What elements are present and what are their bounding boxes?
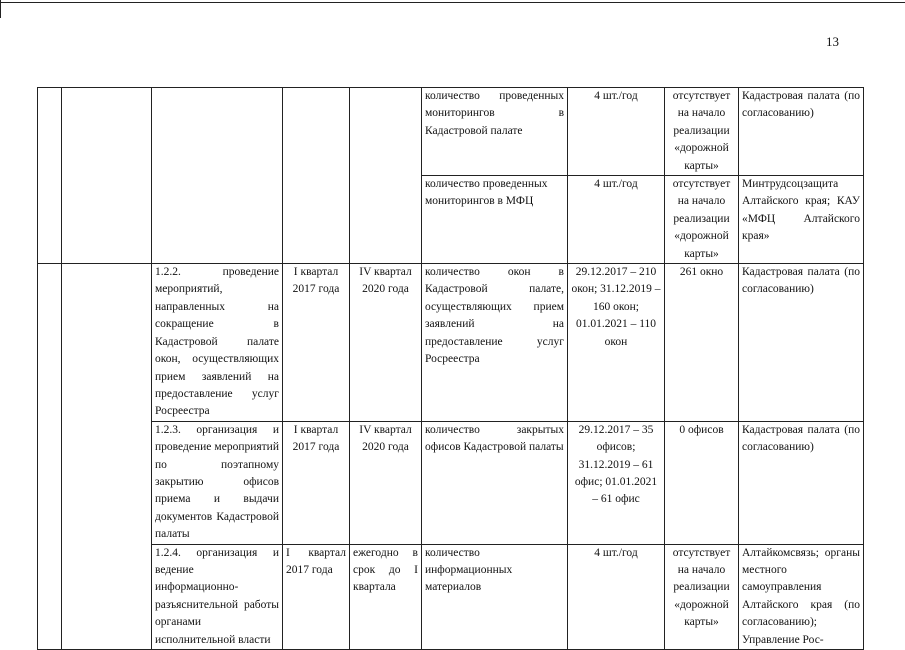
start-cell	[283, 88, 350, 264]
base-cell: 0 офисов	[665, 421, 739, 544]
page-left-edge	[0, 0, 1, 18]
target-cell: 4 шт./год	[568, 176, 665, 264]
page-number: 13	[826, 34, 839, 49]
start-cell: I квартал 2017 года	[283, 421, 350, 544]
measure-cell	[152, 88, 283, 264]
target-cell: 29.12.2017 – 35 офисов; 31.12.2019 – 61 офис; 01.01.2021 – 61 офис	[568, 421, 665, 544]
indicator-cell: количество информационных материалов	[422, 544, 568, 649]
responsible-cell: Кадастровая палата (по согласованию)	[739, 264, 864, 422]
section-cell	[62, 264, 152, 650]
responsible-cell: Минтрудсоцзащита Алтайского края; КАУ «МФЦ Алтайского края»	[739, 176, 864, 264]
number-cell	[38, 264, 62, 650]
indicator-cell: количество закрытых офисов Кадастровой палаты	[422, 421, 568, 544]
measure-cell: 1.2.4. организация и ведение информационно-разъяснительной работы органами исполнительной власти	[152, 544, 283, 649]
responsible-cell: Кадастровая палата (по согласованию)	[739, 421, 864, 544]
target-cell: 4 шт./год	[568, 88, 665, 176]
responsible-cell: Кадастровая палата (по согласованию)	[739, 88, 864, 176]
measure-cell: 1.2.2. проведение мероприятий, направленных на сокращение в Кадастровой палате окон, осуществляющих прием заявлений на предоставление услуг Росреестра	[152, 264, 283, 422]
base-cell: отсутствует на начало реализации «дорожной карты»	[665, 544, 739, 649]
base-cell: отсутствует на начало реализации «дорожной карты»	[665, 88, 739, 176]
start-cell: I квартал 2017 года	[283, 544, 350, 649]
table-row	[38, 544, 864, 649]
indicator-cell: количество окон в Кадастровой палате, осуществляющих прием заявлений на предоставление услуг Росреестра	[422, 264, 568, 422]
indicator-cell: количество проведенных мониторингов в МФЦ	[422, 176, 568, 264]
start-cell: I квартал 2017 года	[283, 264, 350, 422]
roadmap-table	[37, 87, 864, 650]
number-cell	[38, 88, 62, 264]
section-cell	[62, 88, 152, 264]
end-cell: IV квартал 2020 года	[350, 421, 422, 544]
measure-cell: 1.2.3. организация и проведение мероприятий по поэтапному закрытию офисов приема и выдачи документов Кадастровой палаты	[152, 421, 283, 544]
end-cell	[350, 88, 422, 264]
end-cell: IV квартал 2020 года	[350, 264, 422, 422]
table-row	[38, 88, 864, 176]
responsible-cell: Алтайкомсвязь; органы местного самоуправления Алтайского края (по согласованию); Управление Рос-	[739, 544, 864, 649]
target-cell: 4 шт./год	[568, 544, 665, 649]
page-top-rule	[0, 2, 905, 3]
base-cell: 261 окно	[665, 264, 739, 422]
target-cell: 29.12.2017 – 210 окон; 31.12.2019 – 160 окон; 01.01.2021 – 110 окон	[568, 264, 665, 422]
table-row	[38, 421, 864, 544]
table-row	[38, 264, 864, 422]
base-cell: отсутствует на начало реализации «дорожной карты»	[665, 176, 739, 264]
end-cell: ежегодно в срок до I квартала	[350, 544, 422, 649]
indicator-cell: количество проведенных мониторингов в Кадастровой палате	[422, 88, 568, 176]
